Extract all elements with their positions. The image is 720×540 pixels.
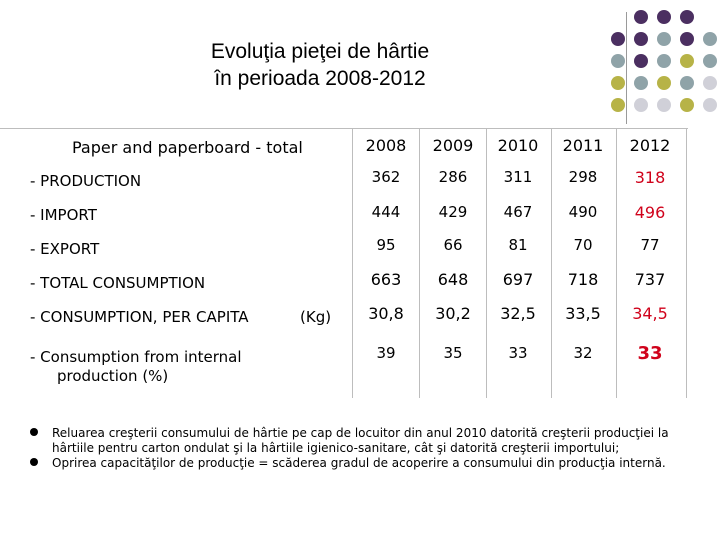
- dot: [703, 32, 717, 46]
- row-label-total-consumption: - TOTAL CONSUMPTION: [30, 274, 206, 292]
- table-cell: 490: [568, 203, 598, 221]
- slide-title: [150, 38, 490, 92]
- dot: [611, 54, 625, 68]
- dot: [680, 10, 694, 24]
- year-header: 2009: [432, 136, 474, 155]
- dot: [680, 54, 694, 68]
- dot: [657, 54, 671, 68]
- column-divider: [616, 128, 617, 398]
- bullet-item: [30, 456, 690, 471]
- table-cell: 95: [376, 236, 396, 254]
- table-cell: 467: [503, 203, 533, 221]
- table-cell: 39: [376, 344, 396, 362]
- dot: [703, 76, 717, 90]
- dot: [634, 54, 648, 68]
- table-cell: 81: [508, 236, 528, 254]
- dot: [611, 32, 625, 46]
- table-cell-highlight: 34,5: [632, 304, 668, 323]
- row-label-consumption-per-capita: - CONSUMPTION, PER CAPITA: [30, 308, 249, 326]
- row-label-production: - PRODUCTION: [30, 172, 142, 190]
- year-header: 2012: [629, 136, 671, 155]
- table-cell: 737: [634, 270, 666, 289]
- table-cell: 444: [371, 203, 401, 221]
- bullet-item: [30, 426, 690, 456]
- bullet-icon: [30, 458, 38, 466]
- dot: [703, 98, 717, 112]
- year-header: 2008: [365, 136, 407, 155]
- dot: [634, 98, 648, 112]
- dot: [657, 76, 671, 90]
- table-cell: 718: [567, 270, 599, 289]
- column-divider: [686, 128, 687, 398]
- table-cell: 362: [371, 168, 401, 186]
- table-cell: 30,2: [435, 304, 471, 323]
- row-label-import: - IMPORT: [30, 206, 97, 224]
- table-cell: 32,5: [500, 304, 536, 323]
- dot: [634, 32, 648, 46]
- dot: [703, 54, 717, 68]
- bullet-text: Reluarea creşterii consumului de hârtie pe cap de locuitor din anul 2010 datorită creşterii producţiei la hârtiile pentru carton ondulat şi la hârtiile igienico-sanitare, cât şi datorită creşterii importului;: [52, 426, 669, 455]
- table-cell-highlight: 496: [634, 203, 666, 222]
- table-cell: 286: [438, 168, 468, 186]
- dot: [657, 10, 671, 24]
- year-header: 2011: [562, 136, 604, 155]
- column-divider: [551, 128, 552, 398]
- dot: [634, 10, 648, 24]
- table-header-label: Paper and paperboard - total: [72, 138, 303, 157]
- row-label-internal-production-line2: production (%): [57, 367, 169, 385]
- table-cell: 33,5: [565, 304, 601, 323]
- table-cell: 33: [508, 344, 528, 362]
- column-divider: [352, 128, 353, 398]
- table-cell: 311: [503, 168, 533, 186]
- table-cell: 70: [573, 236, 593, 254]
- title-line-1: Evoluţia pieţei de hârtie: [210, 40, 430, 63]
- table-cell: 30,8: [368, 304, 404, 323]
- year-header: 2010: [497, 136, 539, 155]
- bullet-text: Oprirea capacităţilor de producţie = scăderea gradul de acoperire a consumului din producţia internă.: [52, 456, 666, 470]
- table-top-border: [0, 128, 688, 129]
- dot: [680, 76, 694, 90]
- table-cell: 697: [502, 270, 534, 289]
- row-unit-kg: (Kg): [300, 308, 332, 326]
- paper-market-table: [0, 128, 720, 398]
- row-label-internal-production: - Consumption from internal: [30, 348, 242, 366]
- dot: [611, 76, 625, 90]
- table-cell: 35: [443, 344, 463, 362]
- table-cell: 298: [568, 168, 598, 186]
- column-divider: [419, 128, 420, 398]
- bullet-icon: [30, 428, 38, 436]
- table-cell: 663: [370, 270, 402, 289]
- dot: [634, 76, 648, 90]
- vertical-accent-line: [626, 12, 627, 124]
- column-divider: [486, 128, 487, 398]
- table-cell: 32: [573, 344, 593, 362]
- dot: [657, 98, 671, 112]
- table-cell-highlight: 33: [637, 343, 663, 364]
- row-label-export: - EXPORT: [30, 240, 100, 258]
- dot: [611, 98, 625, 112]
- dot: [680, 98, 694, 112]
- table-cell: 648: [437, 270, 469, 289]
- dot: [680, 32, 694, 46]
- table-cell: 77: [640, 236, 660, 254]
- title-line-2: în perioada 2008-2012: [214, 67, 426, 90]
- table-cell: 429: [438, 203, 468, 221]
- table-cell: 66: [443, 236, 463, 254]
- table-cell-highlight: 318: [634, 168, 666, 187]
- bullet-notes: [30, 426, 690, 471]
- dot: [657, 32, 671, 46]
